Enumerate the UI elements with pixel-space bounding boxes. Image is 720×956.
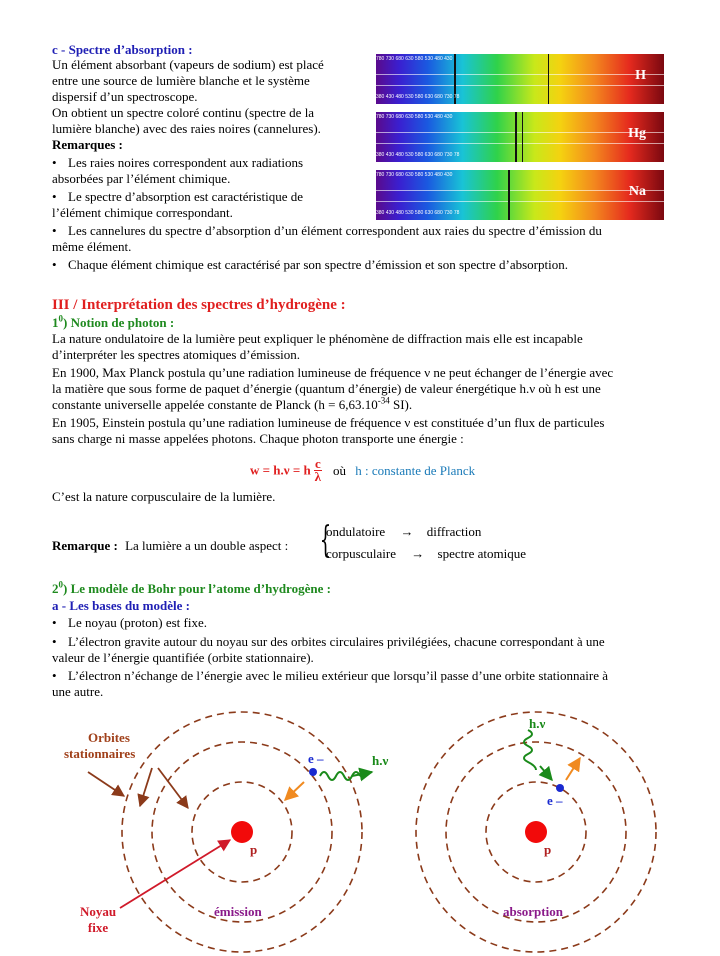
- rem-label-group: [52, 538, 288, 554]
- remark-4-text: Chaque élément chimique est caractérisé par son spectre d’émission et son spectre d’absorption.: [68, 257, 568, 272]
- planck-unit: SI).: [389, 397, 413, 412]
- electron-label-left: e –: [308, 751, 324, 766]
- planck-text: constante universelle appelée constante de Planck (h = 6,63.10: [52, 397, 378, 412]
- bohr-b3-line2: une autre.: [52, 684, 104, 699]
- orbites-label: [88, 730, 130, 746]
- c-p2-line2: lumière blanche) avec des raies noires (cannelures).: [52, 121, 321, 136]
- formula-lhs: w = h.ν = h: [250, 462, 311, 478]
- iii-p1-line1: La nature ondulatoire de la lumière peut expliquer le phénomène de diffraction mais elle est incapable: [52, 331, 583, 346]
- c-p1-line2: entre une source de lumière blanche et le système: [52, 73, 310, 88]
- noyau-l1: Noyau: [79, 904, 117, 919]
- section-c-title: c - Spectre d’absorption :: [52, 42, 193, 57]
- iii-p4: C’est la nature corpusculaire de la lumière.: [52, 489, 276, 504]
- rem-line-b: [326, 546, 526, 562]
- photon-subtitle: [52, 315, 174, 331]
- electron: [309, 768, 317, 776]
- orbit-pointer-arrow: [140, 768, 152, 806]
- electron: [556, 784, 564, 792]
- bohr-b2-line2: valeur de l’énergie quantifiée (orbite stationnaire).: [52, 650, 314, 665]
- formula-numerator: c: [314, 456, 321, 471]
- transition-arrow: [285, 782, 304, 800]
- bohr-sup: 0: [58, 579, 63, 590]
- orbit-pointer-arrow: [88, 772, 124, 796]
- rem-label: Remarque :: [52, 538, 118, 553]
- remark-4: [52, 257, 568, 273]
- remark-1-line2: absorbées par l’élément chimique.: [52, 171, 231, 186]
- transition-arrow: [566, 758, 580, 780]
- photon-wave: [524, 730, 536, 770]
- proton-label-left: p: [250, 842, 258, 857]
- spectrum-top-ticks: 780 730 680 630 580 530 480 430: [376, 172, 453, 178]
- arrow: →: [411, 546, 425, 561]
- c-p1-line1: Un élément absorbant (vapeurs de sodium) est placé: [52, 57, 324, 72]
- spectrum-band: [376, 190, 664, 202]
- remark-3: [52, 223, 602, 239]
- brace: {: [319, 520, 332, 561]
- absorption-line: [508, 170, 510, 220]
- bullet: [52, 668, 68, 683]
- bullet: [52, 189, 68, 204]
- noyau-label: [76, 904, 120, 936]
- bullet: [52, 155, 68, 170]
- spectrum-top-ticks: 780 730 680 630 580 530 480 430: [376, 56, 453, 62]
- spectrum-band: [376, 74, 664, 86]
- spectrum-top-ticks: 780 730 680 630 580 530 480 430: [376, 114, 453, 120]
- stationnaires-label: stationnaires: [64, 746, 136, 761]
- iii-p3-line1: En 1905, Einstein postula qu’une radiation lumineuse de fréquence ν est constituée d’un flux de particules: [52, 415, 605, 430]
- electron-label-right: e –: [547, 793, 563, 808]
- rem-b2: spectre atomique: [437, 546, 526, 561]
- remark-1-line1: Les raies noires correspondent aux radiations: [68, 155, 304, 170]
- iii-p2-line3: [52, 397, 412, 413]
- iii-p2-line1: En 1900, Max Planck postula qu’une radiation lumineuse de fréquence ν ne peut échanger de l’énergie avec: [52, 365, 614, 380]
- bohr-b1-text: Le noyau (proton) est fixe.: [68, 615, 207, 630]
- orbites-l1: Orbites: [88, 730, 130, 745]
- spectrum-h: [376, 54, 664, 104]
- element-symbol-na: Na: [628, 184, 646, 199]
- spectrum-bottom-ticks: 380 430 480 530 580 630 680 730 78: [376, 210, 460, 216]
- remark-1: [52, 155, 303, 171]
- bohr-sub-a: a - Les bases du modèle :: [52, 598, 190, 613]
- spectrum-hg: [376, 112, 664, 162]
- bohr-b3-line1: L’électron n’échange de l’énergie avec le milieu extérieur que lorsqu’il passe d’une orbite stationnaire à: [68, 668, 608, 683]
- formula-denominator: λ: [314, 469, 322, 484]
- spectrum-band: [376, 132, 664, 144]
- iii-p2-line2: la matière que sous forme de paquet d’énergie (quantum d’énergie) de valeur énergétique h.ν où h est une: [52, 381, 601, 396]
- bullet: [52, 223, 68, 238]
- rem-a2: diffraction: [426, 524, 482, 539]
- remark-2: [52, 189, 303, 205]
- c-p2-line1: On obtient un spectre coloré continu (spectre de la: [52, 105, 315, 120]
- remark-2-line1: Le spectre d’absorption est caractéristique de: [68, 189, 303, 204]
- bohr-number: 2: [52, 581, 59, 596]
- rem-line-a: [326, 524, 481, 540]
- formula-fraction: [314, 458, 322, 483]
- noyau-l2: fixe: [87, 920, 109, 935]
- bullet: [52, 634, 68, 649]
- bohr-b2-line1: L’électron gravite autour du noyau sur des orbites circulaires privilégiées, chacune correspondant à une: [68, 634, 605, 649]
- bullet: [52, 615, 68, 630]
- proton: [231, 821, 253, 843]
- element-symbol-h: H: [635, 68, 646, 83]
- remark-2-line2: l’élément chimique correspondant.: [52, 205, 233, 220]
- bullet: [52, 257, 68, 272]
- emission-label: émission: [214, 904, 262, 919]
- iii-p3-line2: sans charge ni masse appelées photons. Chaque photon transporte une énergie :: [52, 431, 464, 446]
- planck-exponent: -34: [377, 395, 390, 406]
- subtitle-text: ) Notion de photon :: [63, 315, 175, 330]
- orbit-pointer-arrow: [158, 768, 188, 808]
- iii-p1-line2: d’interpréter les spectres atomiques d’émission.: [52, 347, 301, 362]
- rem-a: ondulatoire: [326, 524, 386, 539]
- rem-b: corpusculaire: [326, 546, 397, 561]
- remark-3-line1: Les cannelures du spectre d’absorption d’un élément correspondent aux raies du spectre d’émission du: [68, 223, 602, 238]
- absorption-line: [522, 112, 523, 162]
- spectrum-bottom-ticks: 380 430 480 530 580 630 680 730 78: [376, 94, 460, 100]
- planck-formula: [250, 458, 475, 483]
- remarques-label: Remarques :: [52, 137, 123, 152]
- bohr-b3: [52, 668, 608, 684]
- absorption-label: absorption: [503, 904, 563, 919]
- arrow: →: [400, 524, 414, 539]
- section-iii-title: III / Interprétation des spectres d’hydrogène :: [52, 297, 346, 313]
- bohr-title: [52, 581, 331, 597]
- spectrum-na: [376, 170, 664, 220]
- rem-text: La lumière a un double aspect :: [125, 538, 289, 553]
- spectrum-bottom-ticks: 380 430 480 530 580 630 680 730 78: [376, 152, 460, 158]
- element-symbol-hg: Hg: [628, 126, 646, 141]
- c-p1-line3: dispersif d’un spectroscope.: [52, 89, 198, 104]
- photon-label-left: h.ν: [372, 753, 389, 768]
- remark-3-line2: même élément.: [52, 239, 132, 254]
- photon-arrow: [540, 766, 552, 780]
- proton: [525, 821, 547, 843]
- absorption-line: [515, 112, 517, 162]
- bohr-b1: [52, 615, 207, 631]
- proton-label-right: p: [544, 842, 552, 857]
- formula-rhs: h : constante de Planck: [355, 462, 476, 478]
- formula-ou: où: [333, 462, 347, 478]
- bohr-b2: [52, 634, 605, 650]
- bohr-title-text: ) Le modèle de Bohr pour l’atome d’hydrogène :: [63, 581, 331, 596]
- subtitle-number: 1: [52, 315, 59, 330]
- photon-label-right: h.ν: [529, 716, 546, 731]
- absorption-line: [548, 54, 549, 104]
- subtitle-sup: 0: [58, 313, 63, 324]
